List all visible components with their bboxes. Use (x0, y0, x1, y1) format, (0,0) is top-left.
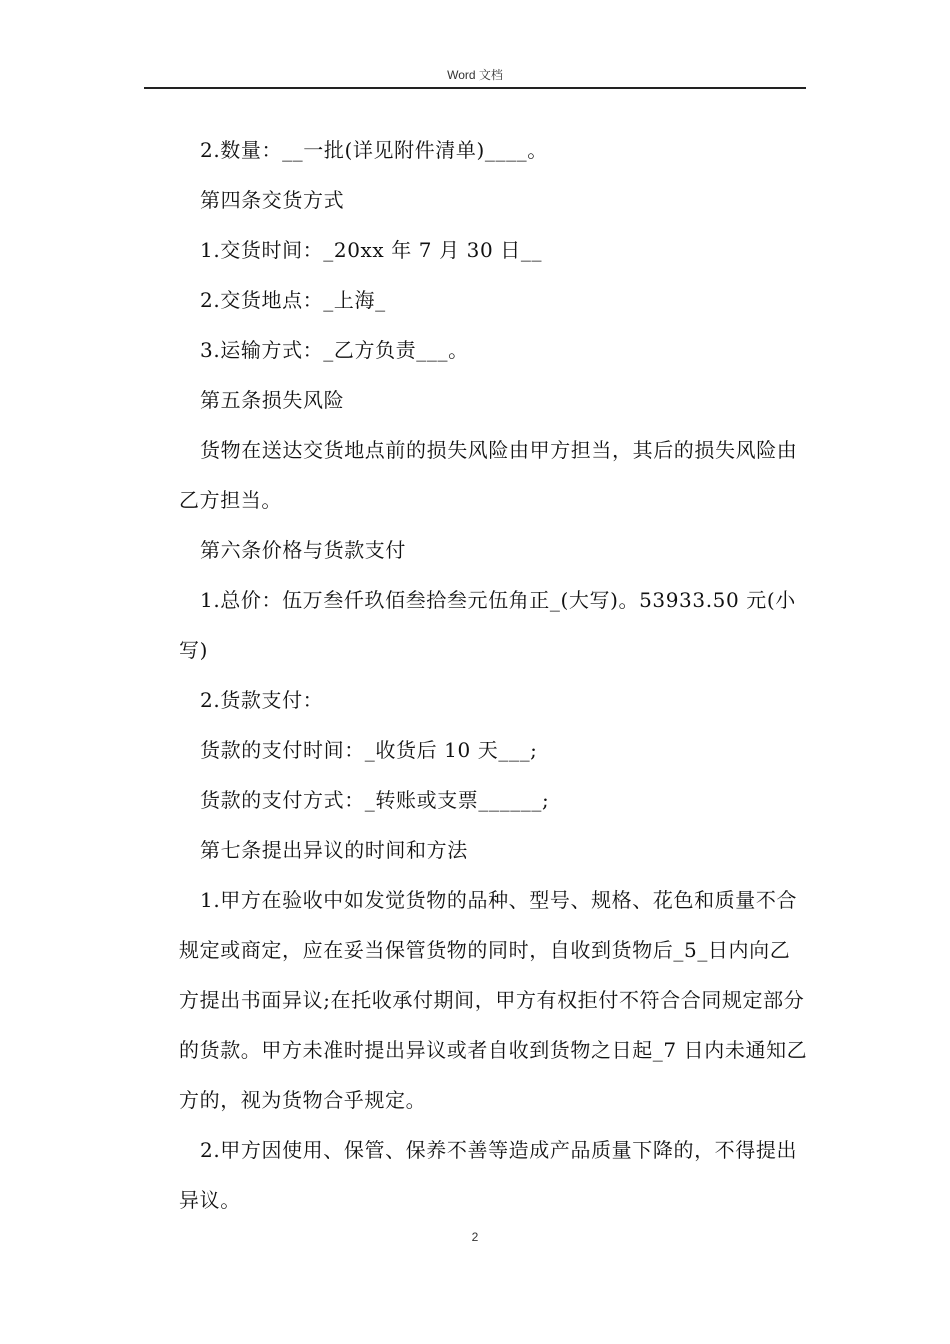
heading-article-5: 第五条损失风险 (200, 388, 345, 412)
paragraph-quantity: 2.数量：__一批(详见附件清单)____。 (200, 138, 548, 162)
paragraph-transport-method: 3.运输方式：_乙方负责___。 (200, 338, 469, 362)
paragraph-loss-risk: 货物在送达交货地点前的损失风险由甲方担当，其后的损失风险由乙方担当。 (179, 438, 798, 512)
paragraph-payment-time: 货款的支付时间：_收货后 10 天___; (200, 738, 538, 762)
page-number: 2 (471, 1230, 479, 1244)
header-divider (144, 87, 806, 89)
paragraph-delivery-time: 1.交货时间：_20xx 年 7 月 30 日__ (200, 238, 543, 262)
paragraph-delivery-place: 2.交货地点：_上海_ (200, 288, 386, 312)
document-body (179, 125, 809, 1225)
paragraph-objection-procedure: 1.甲方在验收中如发觉货物的品种、型号、规格、花色和质量不合规定或商定，应在妥当保管货物的同时，自收到货物后_5_日内向乙方提出书面异议;在托收承付期间，甲方有权拒付不符合合同规定部分的货款。甲方未准时提出异议或者自收到货物之日起_7 日内未通知乙方的，视为货物合乎规定。 (179, 888, 808, 1112)
heading-article-7: 第七条提出异议的时间和方法 (200, 838, 468, 862)
page-header-title: Word 文档 (447, 68, 503, 82)
paragraph-payment-method: 货款的支付方式：_转账或支票______; (200, 788, 550, 812)
heading-article-6: 第六条价格与货款支付 (200, 538, 406, 562)
paragraph-objection-exclusion: 2.甲方因使用、保管、保养不善等造成产品质量下降的，不得提出异议。 (179, 1138, 798, 1212)
paragraph-total-price: 1.总价：伍万叁仟玖佰叁拾叁元伍角正_(大写)。53933.50 元(小写) (179, 588, 796, 662)
heading-article-4: 第四条交货方式 (200, 188, 345, 212)
paragraph-payment: 2.货款支付： (200, 688, 324, 712)
